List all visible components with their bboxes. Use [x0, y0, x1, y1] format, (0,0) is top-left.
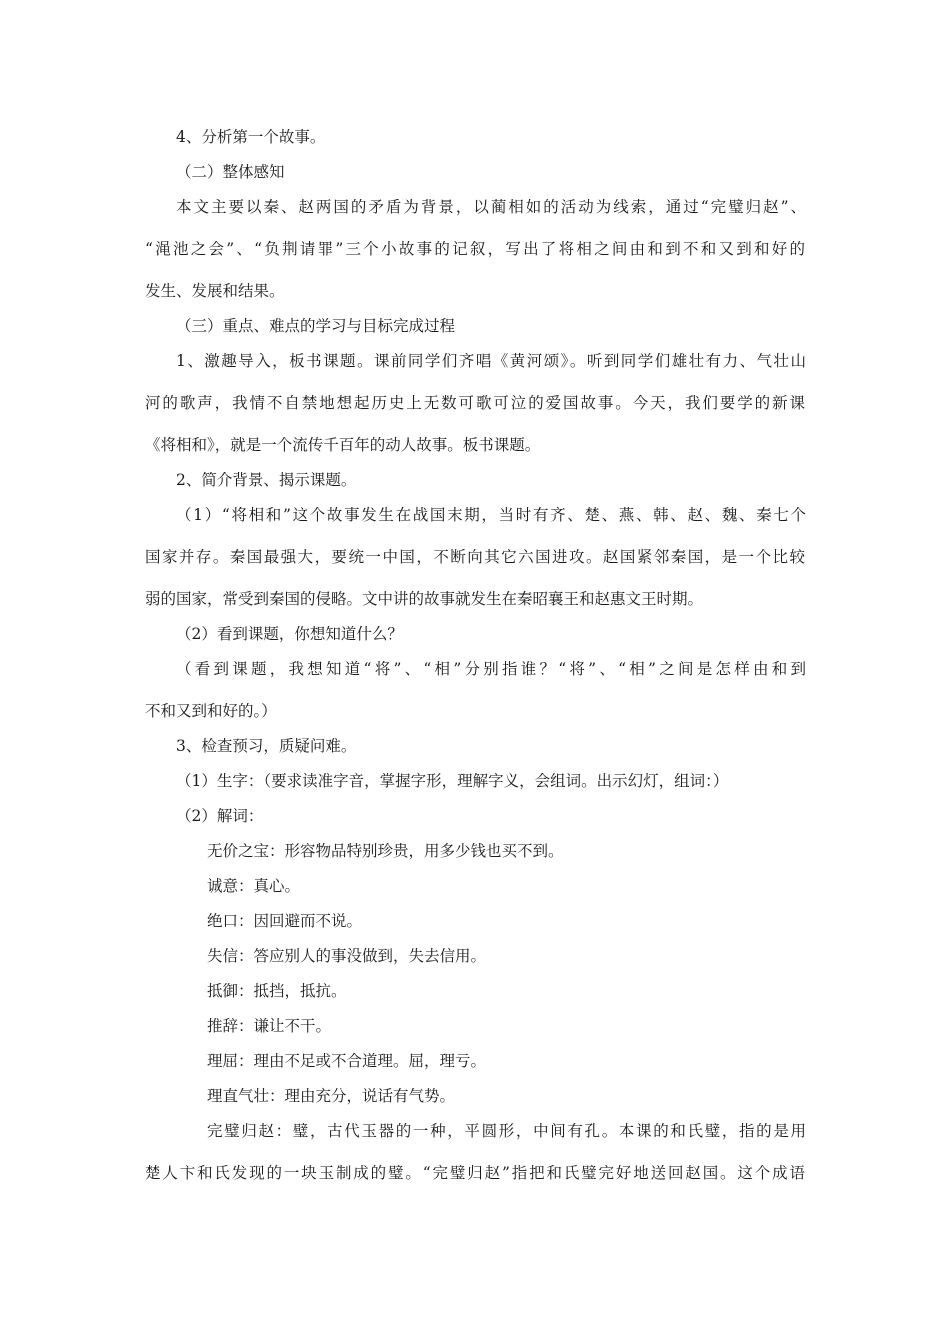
- vocab-tuici: 推辞：谦让不干。: [207, 1017, 332, 1035]
- text-line-16: 不和又到和好的。）: [145, 702, 277, 720]
- text-line-13: 弱的国家，常受到秦国的侵略。文中讲的故事就发生在秦昭襄王和赵惠文王时期。: [145, 590, 704, 608]
- text-line-9: 《将相和》，就是一个流传千百年的动人故事。板书课题。: [145, 436, 541, 454]
- vocab-wanbiguizhao: 完璧归赵：璧，古代玉器的一种，平圆形，中间有孔。本课的和氏璧，指的是用: [207, 1122, 806, 1140]
- text-line-10: 2、简介背景、揭示课题。: [176, 471, 357, 489]
- section-heading-2: （二）整体感知: [176, 163, 285, 181]
- vocab-chengyi: 诚意：真心。: [207, 877, 301, 895]
- text-line-14: （2）看到课题，你想知道什么？: [176, 625, 403, 643]
- text-line-11: （1）“将相和”这个故事发生在战国末期，当时有齐、楚、燕、韩、赵、魏、秦七个: [176, 506, 806, 524]
- text-line-5: 发生、发展和结果。: [145, 282, 285, 300]
- vocab-juekou: 绝口：因回避而不说。: [207, 912, 363, 930]
- text-line-29: 楚人卞和氏发现的一块玉制成的璧。“完璧归赵”指把和氏璧完好地送回赵国。这个成语: [145, 1164, 805, 1182]
- section-heading-3: （三）重点、难点的学习与目标完成过程: [176, 317, 456, 335]
- text-line-1: 4、分析第一个故事。: [176, 128, 326, 146]
- text-line-12: 国家并存。秦国最强大，要统一中国，不断向其它六国进攻。赵国紧邻秦国，是一个比较: [145, 548, 805, 566]
- text-line-3: 本文主要以秦、赵两国的矛盾为背景，以蔺相如的活动为线索，通过“完璧归赵”、: [176, 198, 806, 216]
- text-line-7: 1、激趣导入，板书课题。课前同学们齐唱《黄河颂》。听到同学们雄壮有力、气壮山: [176, 352, 806, 370]
- text-line-8: 河的歌声，我情不自禁地想起历史上无数可歌可泣的爱国故事。今天，我们要学的新课: [145, 394, 805, 412]
- vocab-wujiazhibao: 无价之宝：形容物品特别珍贵，用多少钱也买不到。: [207, 842, 564, 860]
- text-line-19: （2）解词：: [176, 807, 264, 825]
- vocab-diyu: 抵御：抵挡，抵抗。: [207, 982, 347, 1000]
- vocab-lizhiqizhuang: 理直气壮：理由充分，说话有气势。: [207, 1087, 456, 1105]
- text-line-17: 3、检查预习，质疑问难。: [176, 737, 357, 755]
- text-line-15: （看到课题，我想知道“将”、“相”分别指谁？“将”、“相”之间是怎样由和到: [176, 660, 806, 678]
- vocab-liqu: 理屈：理由不足或不合道理。屈，理亏。: [207, 1052, 487, 1070]
- text-line-18: （1）生字：（要求读准字音，掌握字形，理解字义，会组词。出示幻灯，组词：）: [176, 772, 729, 790]
- text-line-4: “渑池之会”、“负荆请罪”三个小故事的记叙，写出了将相之间由和到不和又到和好的: [145, 240, 805, 258]
- vocab-shixin: 失信：答应别人的事没做到，失去信用。: [207, 947, 487, 965]
